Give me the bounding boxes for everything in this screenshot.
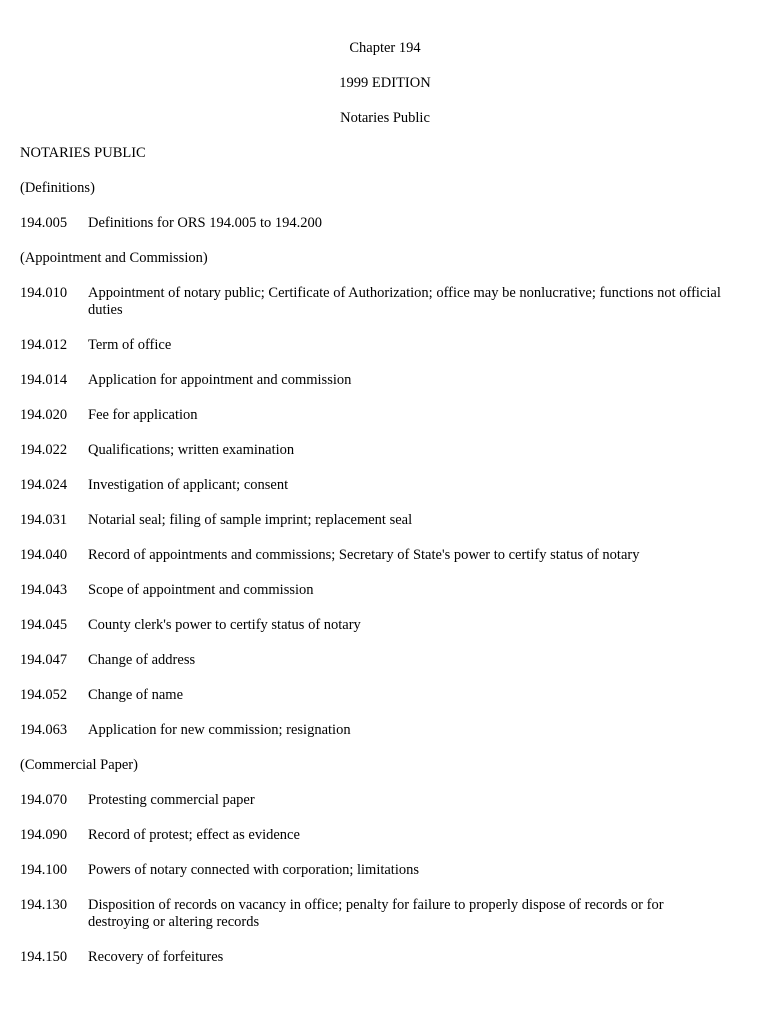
section-number: 194.100 [20,862,68,878]
section-heading: (Commercial Paper) [20,757,138,773]
section-number: 194.045 [20,617,68,633]
section-description: Application for new commission; resignation [88,722,351,738]
toc-entry [20,285,750,319]
chapter-subject: Notaries Public [340,110,430,126]
section-number: 194.014 [20,372,68,388]
section-number: 194.150 [20,949,68,965]
toc-entry [20,407,750,424]
section-description: Protesting commercial paper [88,792,255,808]
section-number: 194.031 [20,512,68,528]
toc-entry [20,477,750,494]
section-number: 194.040 [20,547,68,563]
toc-entry [20,827,750,844]
edition-label: 1999 EDITION [339,75,431,91]
toc-entry [20,442,750,459]
section-description: Record of protest; effect as evidence [88,827,300,843]
section-number: 194.022 [20,442,68,458]
table-of-contents [20,145,750,966]
toc-entry [20,547,750,564]
section-description: Change of name [88,687,184,703]
section-description: Powers of notary connected with corporation; limitations [88,862,420,878]
section-heading: NOTARIES PUBLIC [20,145,146,161]
toc-entry [20,215,750,232]
section-number: 194.070 [20,792,68,808]
toc-entry [20,582,750,599]
toc-entry [20,897,750,931]
section-number: 194.052 [20,687,68,703]
toc-entry [20,792,750,809]
toc-entry [20,687,750,704]
section-description: Notarial seal; filing of sample imprint; replacement seal [88,512,413,528]
section-number: 194.010 [20,285,68,301]
toc-entry [20,862,750,879]
section-description: Disposition of records on vacancy in office; penalty for failure to properly dispose of records or for destroying or altering records [88,897,664,930]
document-header [20,40,750,127]
section-description: Application for appointment and commission [88,372,352,388]
section-description: Appointment of notary public; Certificate of Authorization; office may be nonlucrative; functions not official duties [88,285,721,318]
section-description: Change of address [88,652,196,668]
section-number: 194.130 [20,897,68,913]
toc-entry [20,337,750,354]
toc-entry [20,722,750,739]
section-number: 194.063 [20,722,68,738]
section-description: Scope of appointment and commission [88,582,314,598]
toc-entry [20,617,750,634]
section-description: Record of appointments and commissions; Secretary of State's power to certify status of notary [88,547,640,563]
section-description: Recovery of forfeitures [88,949,224,965]
section-description: Fee for application [88,407,198,423]
toc-entry [20,652,750,669]
toc-entry [20,372,750,389]
section-number: 194.005 [20,215,68,231]
section-number: 194.020 [20,407,68,423]
chapter-title: Chapter 194 [349,40,421,56]
section-number: 194.043 [20,582,68,598]
toc-entry [20,512,750,529]
section-description: Qualifications; written examination [88,442,295,458]
section-heading: (Appointment and Commission) [20,250,208,266]
section-number: 194.024 [20,477,68,493]
section-number: 194.090 [20,827,68,843]
section-description: Investigation of applicant; consent [88,477,289,493]
toc-entry [20,949,750,966]
section-number: 194.012 [20,337,68,353]
section-description: Definitions for ORS 194.005 to 194.200 [88,215,323,231]
section-number: 194.047 [20,652,68,668]
section-heading: (Definitions) [20,180,95,196]
section-description: Term of office [88,337,172,353]
section-description: County clerk's power to certify status of notary [88,617,361,633]
document-page [20,40,750,984]
